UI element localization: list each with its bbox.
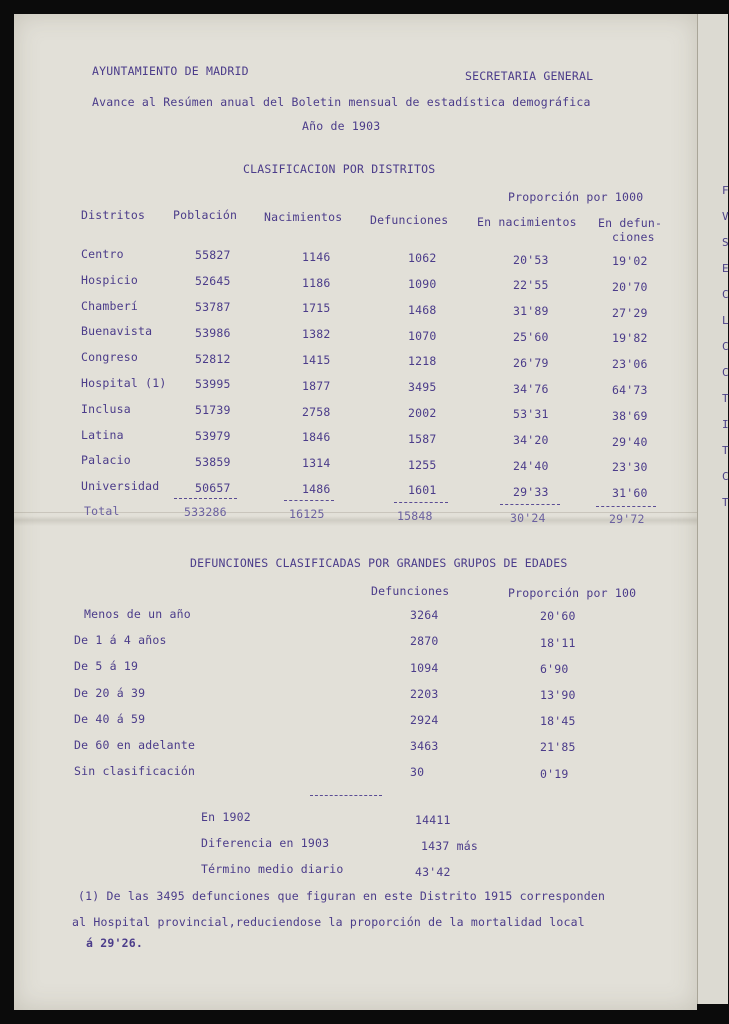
district-population: 53979 xyxy=(195,429,231,443)
district-prop-deaths: 27'29 xyxy=(612,305,648,320)
summary-value: 43'42 xyxy=(415,865,451,879)
col-header-births: Nacimientos xyxy=(264,210,343,224)
district-prop-deaths: 38'69 xyxy=(612,408,648,423)
district-population: 53995 xyxy=(195,377,231,392)
total-rule xyxy=(174,498,237,499)
district-prop-deaths: 23'06 xyxy=(612,357,648,372)
district-population: 52645 xyxy=(195,274,231,289)
district-deaths: 1601 xyxy=(408,483,437,498)
total-rule xyxy=(500,504,560,505)
district-births: 1382 xyxy=(302,327,331,342)
district-prop-deaths: 23'30 xyxy=(612,460,648,475)
age-group: De 1 á 4 años xyxy=(74,633,167,648)
district-district-name: Hospital (1) xyxy=(81,376,167,390)
district-district-name: Inclusa xyxy=(81,401,131,416)
col-header-prop-deaths-1: En defun- xyxy=(598,216,663,230)
district-prop-deaths: 31'60 xyxy=(612,486,648,501)
adjacent-page-letter: C xyxy=(722,340,729,353)
section-rule xyxy=(310,795,382,796)
age-group: Sin clasificación xyxy=(74,764,196,779)
age-deaths: 1094 xyxy=(410,660,439,675)
col-header-district: Distritos xyxy=(81,208,146,222)
total-prop-births: 30'24 xyxy=(510,511,546,525)
district-prop-deaths: 19'02 xyxy=(612,254,648,268)
districts-title: CLASIFICACION POR DISTRITOS xyxy=(243,162,436,176)
age-deaths: 3463 xyxy=(410,739,439,754)
age-group: De 5 á 19 xyxy=(74,659,139,674)
district-deaths: 1070 xyxy=(408,328,437,343)
district-deaths: 1062 xyxy=(408,251,437,266)
col-header-prop-deaths-2: ciones xyxy=(612,230,655,244)
district-births: 1415 xyxy=(302,353,331,367)
district-prop-births: 24'40 xyxy=(513,459,549,473)
total-births: 16125 xyxy=(289,507,325,521)
total-population: 533286 xyxy=(184,505,227,519)
district-prop-deaths: 20'70 xyxy=(612,279,648,294)
age-proportion: 21'85 xyxy=(540,740,576,755)
adjacent-page-letter: C xyxy=(722,366,729,379)
district-births: 1846 xyxy=(302,430,331,445)
age-deaths: 30 xyxy=(410,765,425,780)
adjacent-page-letter: C xyxy=(722,288,729,301)
district-deaths: 1587 xyxy=(408,431,437,446)
age-proportion: 20'60 xyxy=(540,609,576,624)
district-deaths: 1090 xyxy=(408,277,437,291)
district-prop-births: 34'20 xyxy=(513,433,549,448)
header-department: SECRETARIA GENERAL xyxy=(465,69,594,83)
district-population: 52812 xyxy=(195,351,231,366)
adjacent-page-letter: C xyxy=(722,470,729,483)
district-prop-births: 29'33 xyxy=(513,484,549,499)
age-proportion: 18'11 xyxy=(540,635,576,650)
district-district-name: Centro xyxy=(81,247,124,261)
district-prop-births: 22'55 xyxy=(513,278,549,293)
proportion-header: Proporción por 1000 xyxy=(508,190,644,204)
district-births: 1486 xyxy=(302,482,331,496)
district-births: 1715 xyxy=(302,301,331,316)
district-district-name: Congreso xyxy=(81,350,138,365)
district-deaths: 3495 xyxy=(408,380,437,395)
ages-col-proportion: Proporción por 100 xyxy=(508,586,637,600)
district-district-name: Universidad xyxy=(81,479,160,494)
age-group: De 20 á 39 xyxy=(74,685,146,700)
district-prop-births: 25'60 xyxy=(513,330,549,344)
ages-title: DEFUNCIONES CLASIFICADAS POR GRANDES GRUPOS DE EDADES xyxy=(190,556,568,570)
district-population: 53859 xyxy=(195,454,231,469)
summary-label: Diferencia en 1903 xyxy=(201,836,330,850)
footnote-line-1: (1) De las 3495 defunciones que figuran en este Distrito 1915 corresponden xyxy=(78,889,606,903)
adjacent-page-edge xyxy=(697,14,728,1004)
district-district-name: Chamberí xyxy=(81,298,138,313)
district-deaths: 1255 xyxy=(408,457,437,472)
adjacent-page-letter: L xyxy=(722,314,729,327)
age-deaths: 2203 xyxy=(410,686,439,701)
total-deaths: 15848 xyxy=(397,509,433,523)
district-population: 53986 xyxy=(195,325,231,340)
summary-label: Término medio diario xyxy=(201,862,344,876)
adjacent-page-letter: E xyxy=(722,262,729,275)
age-group: De 60 en adelante xyxy=(74,738,196,752)
summary-value: 1437 más xyxy=(421,839,478,853)
age-proportion: 18'45 xyxy=(540,714,576,729)
district-deaths: 1218 xyxy=(408,354,437,369)
district-population: 50657 xyxy=(195,480,231,495)
adjacent-page-letter: T xyxy=(722,496,729,509)
district-births: 1146 xyxy=(302,249,331,264)
district-deaths: 1468 xyxy=(408,302,437,317)
district-prop-births: 20'53 xyxy=(513,252,549,267)
adjacent-page-letter: F xyxy=(722,184,729,197)
district-district-name: Hospicio xyxy=(81,272,138,287)
age-group: Menos de un año xyxy=(84,607,191,621)
header-institution: AYUNTAMIENTO DE MADRID xyxy=(92,64,249,78)
adjacent-page-letter: T xyxy=(722,392,729,405)
age-deaths: 2870 xyxy=(410,634,439,649)
ages-col-deaths: Defunciones xyxy=(371,584,450,598)
footnote-line-2: al Hospital provincial,reduciendose la proporción de la mortalidad local xyxy=(72,915,585,929)
total-rule xyxy=(394,502,448,503)
adjacent-page-letter: T xyxy=(722,444,729,457)
age-proportion: 0'19 xyxy=(540,766,569,781)
age-deaths: 2924 xyxy=(410,713,439,727)
adjacent-page-letter: S xyxy=(722,236,729,249)
district-births: 1877 xyxy=(302,378,331,393)
age-deaths: 3264 xyxy=(410,608,439,623)
district-births: 1186 xyxy=(302,275,331,290)
district-deaths: 2002 xyxy=(408,406,437,420)
document-year: Año de 1903 xyxy=(302,119,381,133)
district-district-name: Buenavista xyxy=(81,324,153,339)
district-population: 55827 xyxy=(195,248,231,263)
district-prop-deaths: 19'82 xyxy=(612,331,648,346)
total-rule xyxy=(284,500,334,501)
district-population: 51739 xyxy=(195,403,231,418)
district-prop-births: 31'89 xyxy=(513,304,549,319)
total-rule xyxy=(596,506,656,507)
adjacent-page-letter: I xyxy=(722,418,729,431)
age-proportion: 13'90 xyxy=(540,688,576,702)
district-district-name: Latina xyxy=(81,427,124,442)
district-prop-deaths: 64'73 xyxy=(612,383,648,397)
age-group: De 40 á 59 xyxy=(74,711,146,726)
col-header-deaths: Defunciones xyxy=(370,213,449,227)
district-prop-births: 26'79 xyxy=(513,355,549,370)
district-births: 2758 xyxy=(302,404,331,419)
col-header-prop-births: En nacimientos xyxy=(477,215,577,229)
district-population: 53787 xyxy=(195,300,231,314)
adjacent-page-letter: V xyxy=(722,210,729,223)
district-prop-births: 34'76 xyxy=(513,381,549,396)
total-label: Total xyxy=(84,504,120,518)
summary-label: En 1902 xyxy=(201,810,251,824)
col-header-population: Población xyxy=(173,208,238,222)
document-subtitle: Avance al Resúmen anual del Boletin mensual de estadística demográfica xyxy=(92,95,591,109)
district-births: 1314 xyxy=(302,456,331,471)
age-proportion: 6'90 xyxy=(540,661,569,676)
total-prop-deaths: 29'72 xyxy=(609,512,645,526)
footnote-line-3: á 29'26. xyxy=(86,936,143,950)
district-prop-births: 53'31 xyxy=(513,407,549,422)
district-district-name: Palacio xyxy=(81,453,131,468)
summary-value: 14411 xyxy=(415,813,451,827)
district-prop-deaths: 29'40 xyxy=(612,434,648,449)
